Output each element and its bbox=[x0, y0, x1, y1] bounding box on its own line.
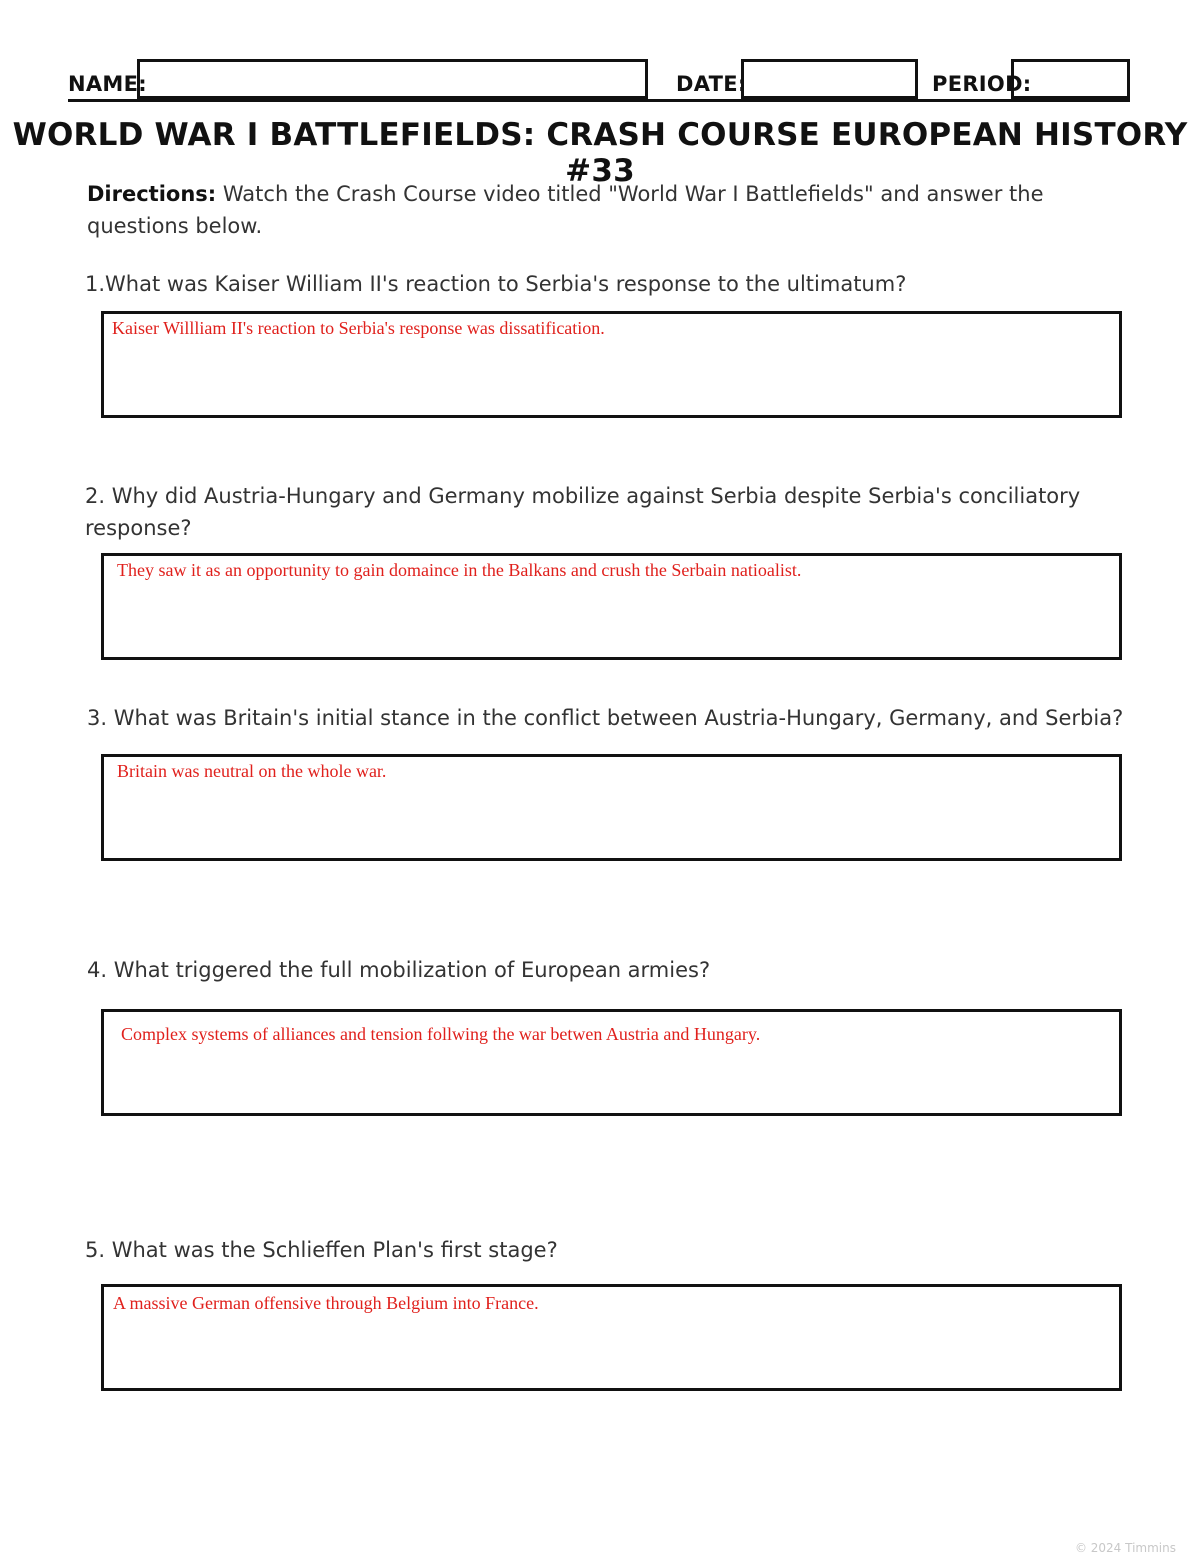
answer-text-3: Britain was neutral on the whole war. bbox=[117, 761, 387, 781]
period-label: PERIOD: bbox=[932, 72, 1032, 96]
question-5: 5. What was the Schlieffen Plan's first stage? bbox=[85, 1238, 558, 1262]
answer-text-4: Complex systems of alliances and tension follwing the war betwen Austria and Hungary. bbox=[121, 1024, 761, 1044]
answer-box-5[interactable] bbox=[101, 1284, 1122, 1391]
question-2: 2. Why did Austria-Hungary and Germany mobilize against Serbia despite Serbia's conciliatory response? bbox=[85, 484, 1081, 540]
answer-text-2: They saw it as an opportunity to gain domaince in the Balkans and crush the Serbain natioalist. bbox=[117, 560, 802, 580]
date-field[interactable] bbox=[741, 59, 918, 99]
name-field[interactable] bbox=[137, 59, 648, 99]
directions-text: Watch the Crash Course video titled "World War I Battlefields" and answer the questions below. bbox=[87, 182, 1044, 238]
answer-box-4[interactable] bbox=[101, 1009, 1122, 1116]
answer-text-1: Kaiser Willliam II's reaction to Serbia's response was dissatification. bbox=[112, 318, 605, 338]
answer-text-5: A massive German offensive through Belgium into France. bbox=[113, 1293, 539, 1313]
question-3: 3. What was Britain's initial stance in the conflict between Austria-Hungary, Germany, and Serbia? bbox=[87, 706, 1124, 730]
question-1: 1.What was Kaiser William II's reaction to Serbia's response to the ultimatum? bbox=[85, 272, 907, 296]
name-label: NAME: bbox=[68, 72, 147, 96]
answer-box-1[interactable] bbox=[101, 311, 1122, 418]
directions-label: Directions: bbox=[87, 182, 217, 206]
directions bbox=[87, 178, 1117, 242]
page-title: WORLD WAR I BATTLEFIELDS: CRASH COURSE EUROPEAN HISTORY #33 bbox=[12, 117, 1188, 189]
date-label: DATE: bbox=[676, 72, 747, 96]
answer-box-3[interactable] bbox=[101, 754, 1122, 861]
period-field[interactable] bbox=[1011, 59, 1130, 99]
question-4: 4. What triggered the full mobilization of European armies? bbox=[87, 958, 711, 982]
copyright-footer: © 2024 Timmins bbox=[1074, 1541, 1176, 1555]
header-divider bbox=[68, 99, 1130, 102]
answer-box-2[interactable] bbox=[101, 553, 1122, 660]
